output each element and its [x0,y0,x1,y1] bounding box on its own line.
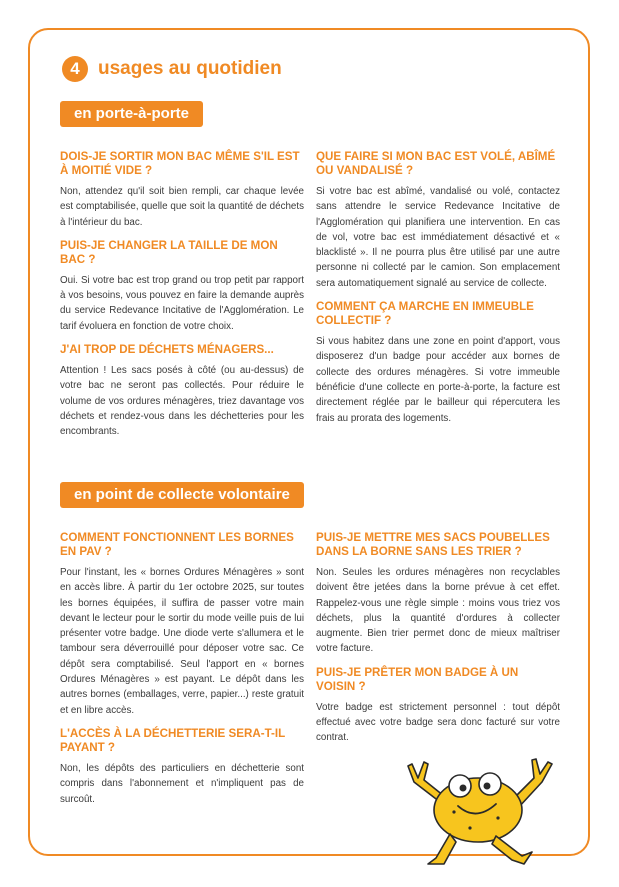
section-number: 4 [62,56,88,82]
question-heading: DOIS-JE SORTIR MON BAC MÊME S'IL EST À MOITIÉ VIDE ? [60,150,300,177]
section-heading [62,56,282,82]
question-heading: PUIS-JE CHANGER LA TAILLE DE MON BAC ? [60,238,278,266]
banner-point-de-collecte: en point de collecte volontaire [60,482,304,508]
question-heading: COMMENT ÇA MARCHE EN IMMEUBLE COLLECTIF ? [316,300,534,328]
question-heading: PUIS-JE PRÊTER MON BADGE À UN VOISIN ? [316,665,519,693]
section-title: usages au quotidien [98,58,282,79]
answer-text: Si vous habitez dans une zone en point d'apport, vous disposerez d'un badge pour accéder aux bornes de collecte des ordures ménagères. Si votre immeuble bénéficie d'une collecte en porte-à-porte, la facture est directement réglée par le bailleur qui répercutera les frais au prorata des logements. [316,336,560,424]
answer-text: Non, attendez qu'il soit bien rempli, car chaque levée est comptabilisée, quelle que soit la quantité de déchets à l'intérieur du bac. [60,186,304,228]
banner-porte-a-porte: en porte-à-porte [60,101,203,127]
mascot-illustration [400,752,560,867]
answer-text: Non. Seules les ordures ménagères non recyclables doivent être jetées dans la borne prévue à cet effet. Rappelez-vous une règle simple : moins vous triez vos déchets, plus la quantité d'ordures à collecter augmente. Bien trier permet donc de mieux maîtriser votre facture. [316,567,560,655]
column-right-2 [316,531,560,755]
answer-text: Attention ! Les sacs posés à côté (ou au-dessus) de votre bac ne seront pas collectés. Pour réduire le volume de vos ordures ménagères, triez davantage vos déchets et rendez-vous dans les déchetteries pour les encombrants. [60,365,304,438]
question-heading: COMMENT FONCTIONNENT LES BORNES EN PAV ? [60,531,294,558]
question-heading: QUE FAIRE SI MON BAC EST VOLÉ, ABÎMÉ OU VANDALISÉ ? [316,150,556,177]
column-left-2 [60,531,304,816]
column-left-1 [60,150,304,449]
answer-text: Si votre bac est abîmé, vandalisé ou volé, contactez sans attendre le service Redevance Incitative de l'Agglomération qui planifiera une intervention. En cas de vol, votre bac est immédiatement désactivé et « blacklisté ». Il ne pourra plus être utilisé par une autre personne ni collecté par le camion. Son emplacement sera automatiquement signalé au service de collecte. [316,186,560,289]
question-heading: L'ACCÈS À LA DÉCHETTERIE SERA-T-IL PAYANT ? [60,726,285,754]
column-right-1 [316,150,560,435]
answer-text: Non, les dépôts des particuliers en déchetterie sont compris dans l'abonnement et n'impliquent pas de surcoût. [60,762,304,805]
question-heading: PUIS-JE METTRE MES SACS POUBELLES DANS LA BORNE SANS LES TRIER ? [316,531,550,558]
answer-text: Votre badge est strictement personnel : tout dépôt effectué avec votre badge sera donc facturé sur votre contrat. [316,701,560,744]
answer-text: Pour l'instant, les « bornes Ordures Ménagères » sont en accès libre. À partir du 1er octobre 2025, sur toutes les bornes équipées, il suffira de passer votre main devant le lecteur pour le sortir du mode veille puis de lui présenter votre badge. Une diode verte s'allumera et le tambour sera déverrouillé pour déposer votre sac. Ce dépôt sera comptabilisé. Seul l'apport en « bornes Ordures Ménagères » est payant. Le dépôt dans les autres bornes (emballages, verre, papier...) reste gratuit et en libre accès. [60,567,304,716]
question-heading: J'AI TROP DE DÉCHETS MÉNAGERS... [60,343,274,357]
answer-text: Oui. Si votre bac est trop grand ou trop petit par rapport à vos besoins, vous pouvez en faire la demande auprès du service Redevance Incitative de l'Agglomération. Le tarif évoluera en fonction de votre choix. [60,274,304,332]
